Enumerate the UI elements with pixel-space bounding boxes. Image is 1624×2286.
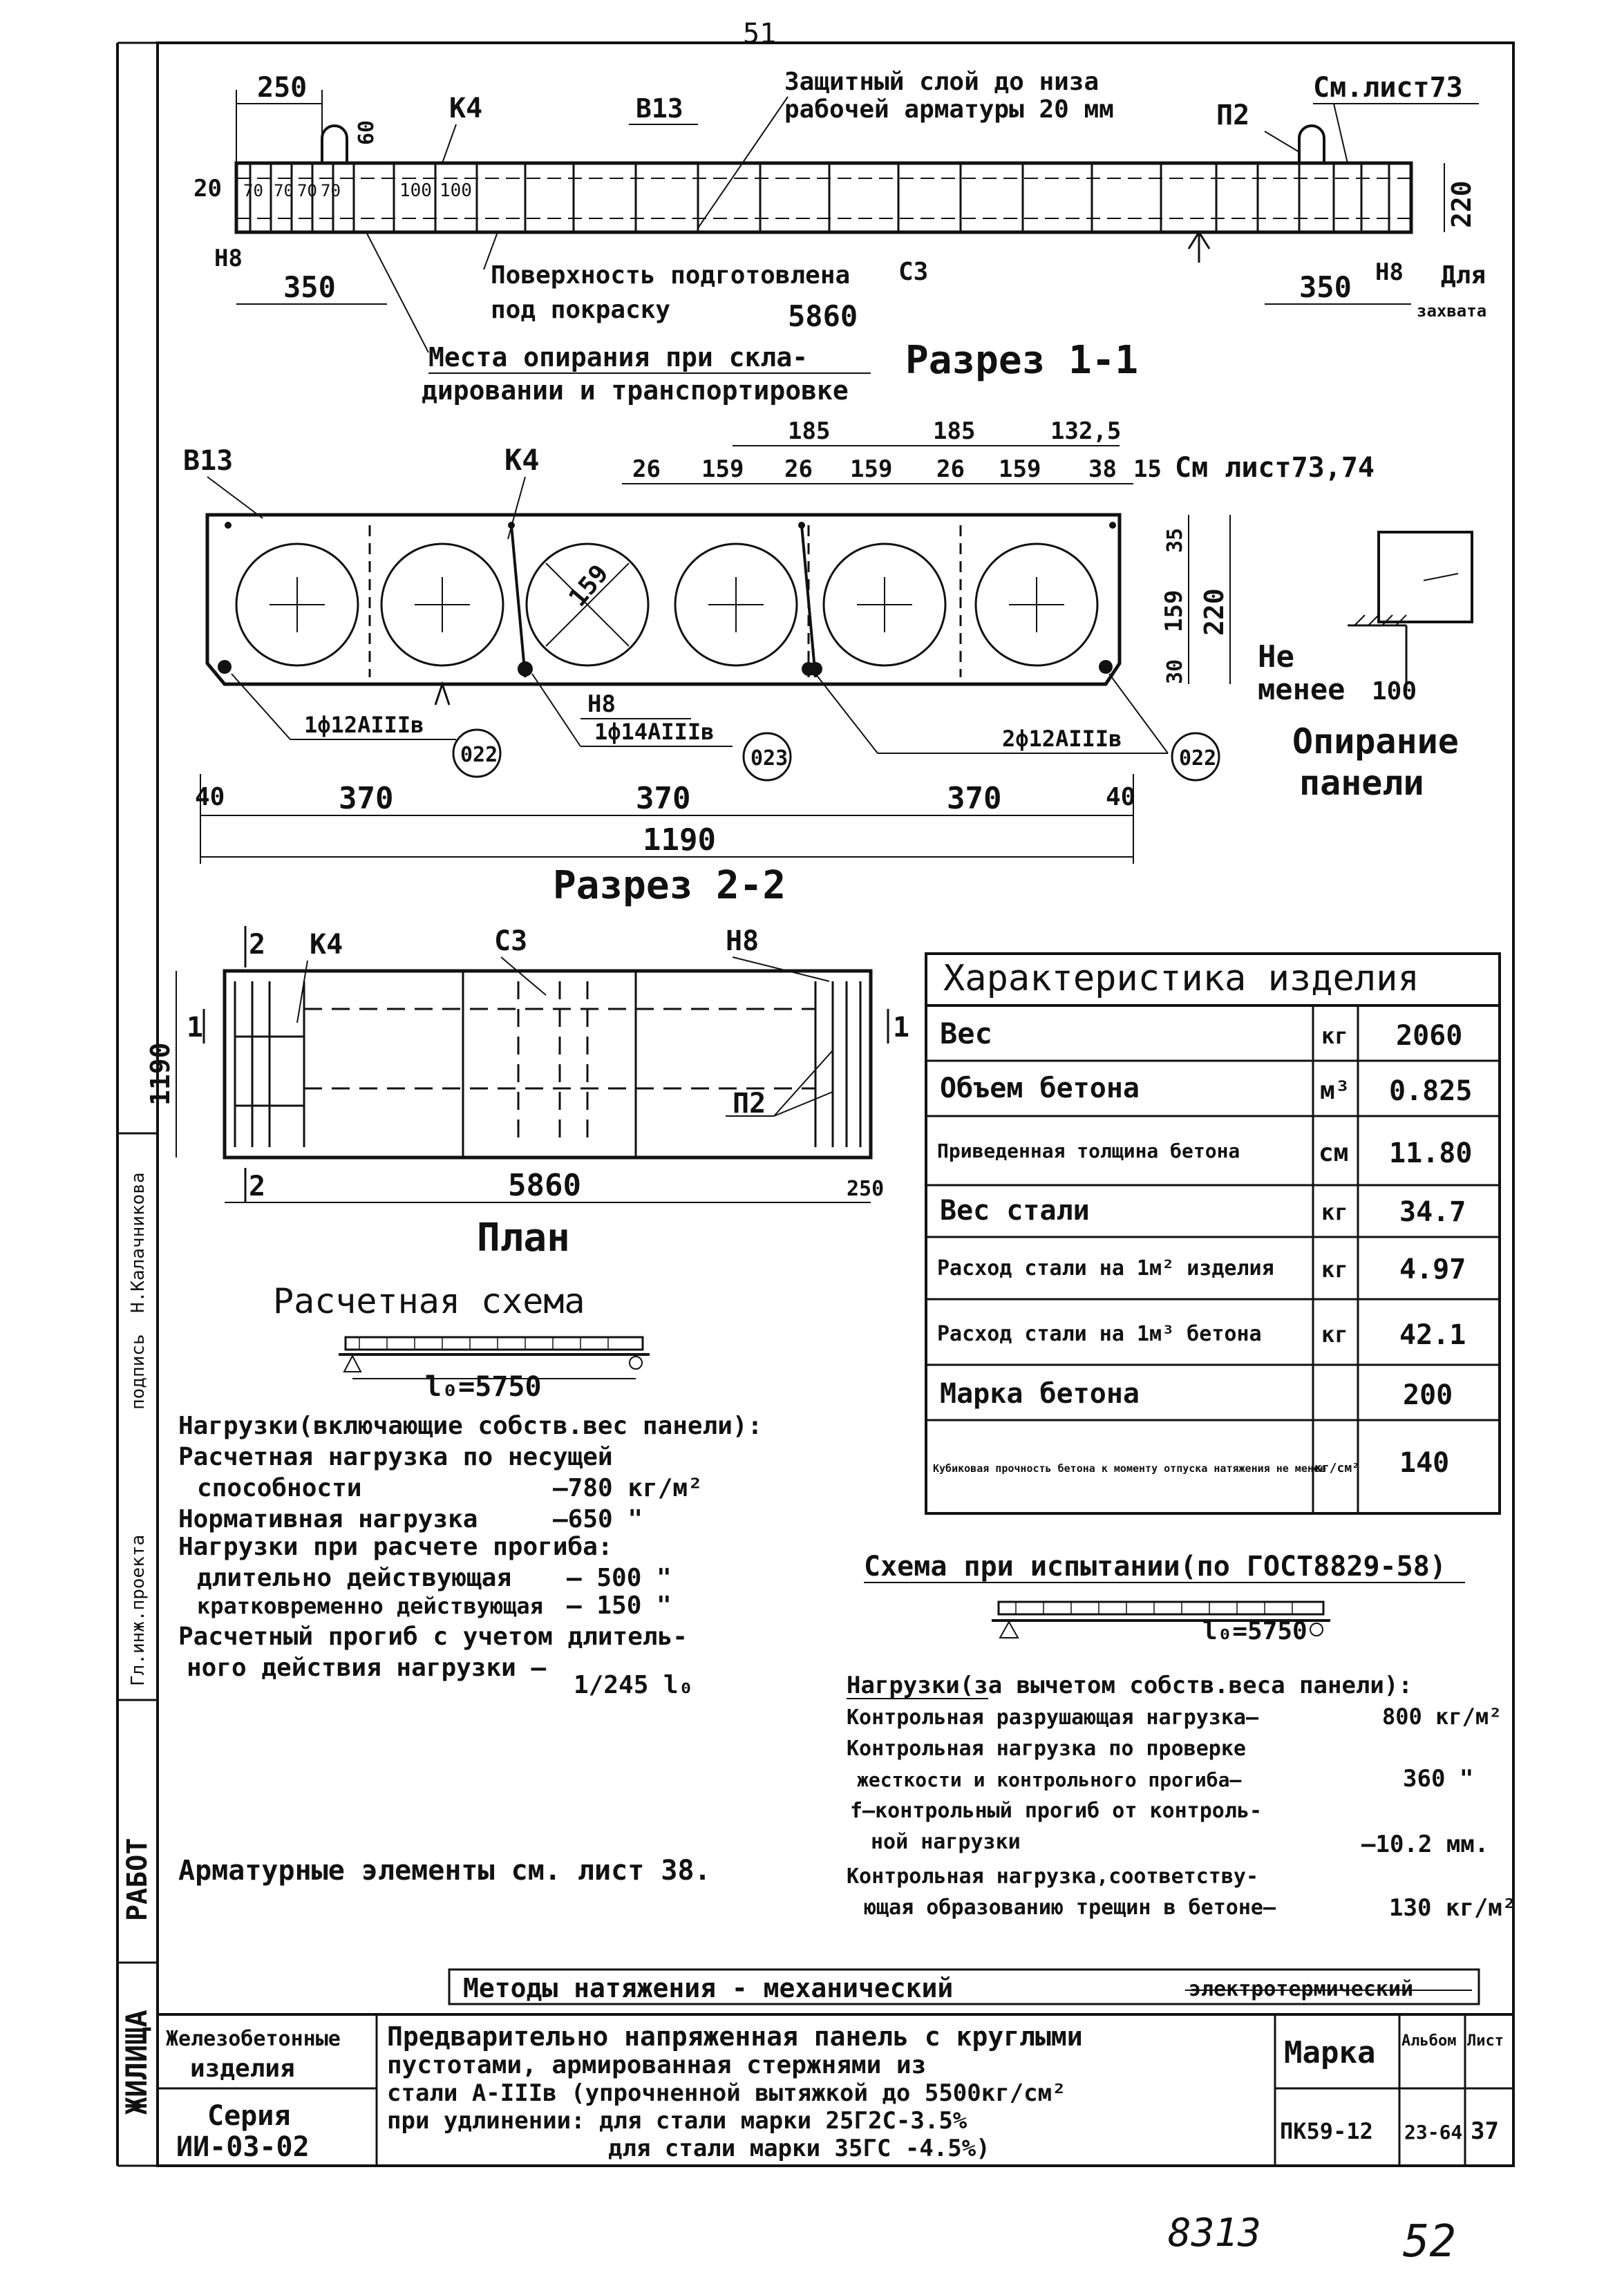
calc-line-7: Расчетный прогиб с учетом длитель-: [178, 1623, 688, 1651]
methods-alt: электротермический: [1189, 1977, 1414, 2001]
bottom-number-right: 52: [1403, 2216, 1457, 2267]
calc-line-8-fraction: 1/245 l₀: [574, 1671, 694, 1699]
row-steel-per-m3-value: 42.1: [1399, 1319, 1466, 1351]
calc-line-6: кратковременно действующая: [197, 1593, 543, 1619]
test-line-4: f—контрольный прогиб от контроль-: [850, 1799, 1263, 1823]
side-label-housing: ЖИЛИЩА: [120, 2010, 153, 2115]
dim-70-2: 70: [274, 181, 294, 200]
row-weight-name: Вес: [940, 1017, 992, 1050]
plan-view: [145, 925, 909, 1260]
calc-line-3-value: —650 ": [553, 1505, 643, 1533]
support-title-2: панели: [1299, 763, 1424, 803]
side-label-signature: подпись: [128, 1334, 149, 1410]
plan-label-c3: С3: [494, 925, 528, 957]
note-support-2: дировании и транспортировке: [422, 375, 849, 406]
plan-outline: [225, 971, 871, 1158]
test-span: l₀=5750: [1202, 1617, 1307, 1645]
row-reduced-thickness-unit: см: [1319, 1139, 1349, 1167]
calc-scheme-title: Расчетная схема: [273, 1281, 585, 1321]
dim-26-3: 26: [936, 455, 965, 483]
rebar-elements-ref: Арматурные элементы см. лист 38.: [178, 1855, 711, 1887]
note-support-1: Места опирания при скла-: [428, 342, 809, 372]
section-2-2-title: Разрез 2-2: [553, 863, 786, 908]
album-label: Альбом: [1401, 2032, 1457, 2050]
row-concrete-volume-value: 0.825: [1389, 1075, 1473, 1107]
rebar-callout-2: 1ф14АIIIв: [594, 719, 715, 745]
dim-132-5: 132,5: [1050, 417, 1122, 445]
tag-023: 023: [750, 746, 789, 771]
row-steel-weight-name: Вес стали: [940, 1195, 1090, 1227]
side-label-works: РАБОТ: [122, 1838, 153, 1921]
ref-sheet-73: См.лист73: [1313, 72, 1463, 104]
dim-159-1: 159: [701, 455, 744, 483]
row-steel-per-m2-value: 4.97: [1399, 1254, 1466, 1285]
row-steel-per-m3-name: Расход стали на 1м³ бетона: [937, 1322, 1262, 1346]
row-reduced-thickness-name: Приведенная толщина бетона: [937, 1140, 1240, 1162]
test-line-5: ной нагрузки: [871, 1830, 1021, 1854]
plan-cut-1-right: 1: [893, 1012, 910, 1043]
ref-sheet-73-74: См лист73,74: [1175, 452, 1375, 484]
row-steel-per-m2-unit: кг: [1321, 1256, 1348, 1283]
dim-26-1: 26: [632, 455, 661, 483]
characteristics-table: [926, 954, 1500, 1513]
tag-022b: 022: [1179, 746, 1217, 771]
dim-70-4: 70: [321, 181, 341, 200]
dim-35-right: 35: [1163, 527, 1187, 553]
row-concrete-grade-name: Марка бетона: [940, 1378, 1140, 1410]
note-protective-layer-1: Защитный слой до низа: [784, 68, 1099, 96]
row-weight-unit: кг: [1321, 1023, 1348, 1049]
calc-line-4: Нагрузки при расчете прогиба:: [178, 1533, 613, 1561]
test-line-3: жесткости и контрольного прогиба—: [857, 1768, 1242, 1791]
dim-220-right: 220: [1199, 588, 1229, 636]
bottom-number-left: 8313: [1168, 2211, 1261, 2256]
dim-350-left: 350: [283, 270, 336, 304]
lifting-loop-left: [322, 126, 347, 163]
support-title-1: Опирание: [1292, 721, 1459, 762]
plan-label-p2: П2: [733, 1088, 766, 1120]
row-reduced-thickness-value: 11.80: [1389, 1137, 1473, 1169]
note-grip-2: захвата: [1417, 301, 1487, 321]
label-b13-s11: В13: [636, 93, 683, 124]
rebar-callout-1: 1ф12АIIIв: [304, 712, 424, 738]
dim-370-2: 370: [636, 781, 691, 816]
section-1-1: [193, 68, 1486, 406]
test-line-6: Контрольная нагрузка,соответству-: [847, 1864, 1259, 1889]
label-c3-s11: С3: [898, 258, 929, 286]
row-cube-strength-name: Кубиковая прочность бетона к моменту отпуска натяжения не менее: [933, 1462, 1326, 1475]
support-not-less-2: менее: [1258, 672, 1346, 706]
test-line-7-value: 130 кг/м²: [1389, 1894, 1517, 1922]
test-scheme: [847, 1551, 1516, 1922]
calc-span: l₀=5750: [425, 1371, 542, 1403]
calc-line-8: ного действия нагрузки —: [187, 1654, 547, 1682]
test-line-3-value: 360 ": [1403, 1765, 1474, 1793]
calc-line-6-value: — 150 ": [567, 1591, 672, 1620]
label-k4-s11: К4: [449, 93, 483, 124]
test-loads-title: Нагрузки(за вычетом собств.веса панели):: [847, 1672, 1413, 1699]
note-grip-1: Для: [1441, 261, 1486, 290]
void-diameter: 159: [563, 559, 614, 612]
side-label-author: Н.Калачникова: [128, 1172, 149, 1313]
desc-line-5: для стали марки 35ГС -4.5%): [608, 2135, 990, 2162]
row-weight-value: 2060: [1396, 1020, 1463, 1052]
mark-label: Марка: [1284, 2035, 1376, 2070]
calc-scheme: [178, 1281, 762, 1887]
dim-100-2: 100: [440, 180, 472, 201]
sheet-label: Лист: [1467, 2032, 1504, 2050]
note-surface-1: Поверхность подготовлена: [491, 261, 851, 290]
dim-5860-s11: 5860: [788, 299, 858, 333]
dim-159-right: 159: [1160, 589, 1188, 632]
dim-1190-s22: 1190: [643, 822, 716, 858]
album-value: 23-64: [1404, 2121, 1463, 2144]
plan-dim-250: 250: [847, 1177, 885, 1201]
test-line-5-value: —10.2 мм.: [1361, 1831, 1489, 1858]
dim-250-top: 250: [257, 72, 308, 104]
category-line-2: изделия: [190, 2054, 295, 2083]
row-steel-weight-unit: кг: [1321, 1199, 1348, 1225]
dim-370-3: 370: [947, 781, 1002, 816]
dim-350-right: 350: [1299, 270, 1352, 304]
tag-022a: 022: [460, 743, 498, 767]
calc-line-5: длительно действующая: [197, 1564, 512, 1592]
dim-70-1: 70: [243, 181, 263, 200]
series-value: ИИ-03-02: [176, 2131, 310, 2163]
calc-line-5-value: — 500 ": [567, 1564, 672, 1592]
row-concrete-grade-value: 200: [1403, 1379, 1453, 1411]
sheet-value: 37: [1471, 2117, 1499, 2145]
dim-30-right: 30: [1163, 659, 1187, 684]
calc-line-2: способности: [197, 1474, 362, 1502]
panel-section-outline: [207, 515, 1120, 684]
test-line-2: Контрольная нагрузка по проверке: [847, 1737, 1246, 1761]
series-label: Серия: [207, 2100, 291, 2132]
dim-185-2: 185: [933, 417, 976, 445]
lifting-loop-right: [1299, 126, 1324, 163]
plan-cut-2-bottom: 2: [249, 1171, 266, 1202]
test-line-1-value: 800 кг/м²: [1382, 1703, 1502, 1730]
row-concrete-volume-name: Объем бетона: [940, 1073, 1140, 1104]
label-n8-left-s11: Н8: [214, 245, 243, 272]
section-1-1-title: Разрез 1-1: [905, 338, 1139, 383]
row-steel-per-m3-unit: кг: [1321, 1321, 1348, 1348]
table-title: Характеристика изделия: [943, 958, 1419, 999]
calc-loads-title: Нагрузки(включающие собств.вес панели):: [178, 1412, 763, 1440]
methods-label: Методы натяжения - механический: [463, 1973, 954, 2003]
desc-line-1: Предварительно напряженная панель с круглыми: [387, 2021, 1083, 2052]
label-n8-right-s11: Н8: [1375, 258, 1404, 286]
test-scheme-title: Схема при испытании(по ГОСТ8829-58): [864, 1551, 1446, 1583]
plan-dim-5860: 5860: [508, 1168, 581, 1203]
label-b13-s22: В13: [183, 445, 234, 477]
dim-70-3: 70: [297, 181, 317, 200]
plan-cut-1-left: 1: [187, 1012, 204, 1043]
plan-label-k4: К4: [310, 929, 343, 961]
dim-15: 15: [1133, 455, 1162, 483]
row-cube-strength-value: 140: [1399, 1447, 1450, 1479]
row-concrete-volume-unit: м³: [1320, 1077, 1350, 1105]
section-2-2: [183, 417, 1375, 908]
row-cube-strength-unit: кг/см²: [1314, 1461, 1360, 1475]
note-protective-layer-2: рабочей арматуры 20 мм: [784, 95, 1114, 124]
calc-line-1: Расчетная нагрузка по несущей: [178, 1443, 613, 1471]
dim-60: 60: [355, 120, 379, 145]
dim-159-3: 159: [999, 455, 1041, 483]
dim-38: 38: [1088, 455, 1117, 483]
dim-370-1: 370: [339, 781, 394, 816]
tension-methods: [449, 1969, 1479, 2004]
desc-line-2: пустотами, армированная стержнями из: [387, 2051, 927, 2079]
dim-220-side: 220: [1446, 180, 1477, 228]
title-block: [158, 2014, 1513, 2166]
note-surface-2: под покраску: [491, 296, 671, 324]
mark-value: ПК59-12: [1280, 2118, 1373, 2144]
test-line-7: ющая образованию трещин в бетоне—: [864, 1896, 1276, 1920]
plan-label-n8: Н8: [726, 925, 759, 957]
top-page-number: 51: [743, 18, 777, 50]
calc-line-2-value: —780 кг/м²: [553, 1474, 703, 1502]
support-not-less-1: Не: [1258, 639, 1294, 674]
plan-dim-1190: 1190: [145, 1042, 176, 1106]
category-line-1: Железобетонные: [166, 2027, 341, 2051]
plan-cut-2-top: 2: [249, 929, 266, 961]
test-line-1: Контрольная разрушающая нагрузка—: [847, 1706, 1259, 1730]
side-label-chief-engineer: Гл.инж.проекта: [128, 1534, 149, 1686]
support-detail: [1258, 532, 1472, 803]
calc-line-3: Нормативная нагрузка: [178, 1505, 478, 1533]
support-value: 100: [1372, 677, 1417, 706]
plan-title: План: [477, 1216, 570, 1260]
dim-20: 20: [193, 175, 222, 202]
desc-line-3: стали А-IIIв (упрочненной вытяжкой до 5500кг/см²: [387, 2079, 1066, 2107]
dim-100-1: 100: [399, 180, 432, 201]
label-k4-s22: К4: [504, 443, 540, 477]
rebar-callout-3: 2ф12АIIIв: [1002, 726, 1122, 752]
row-steel-per-m2-name: Расход стали на 1м² изделия: [937, 1256, 1274, 1281]
dim-40-right: 40: [1106, 783, 1136, 811]
row-steel-weight-value: 34.7: [1399, 1196, 1466, 1228]
dim-40-left: 40: [195, 783, 225, 811]
dim-159-2: 159: [850, 455, 893, 483]
desc-line-4: при удлинении: для стали марки 25Г2С-3.5%: [387, 2107, 967, 2135]
dim-26-2: 26: [784, 455, 813, 483]
dim-185-1: 185: [788, 417, 831, 445]
label-n8-s22: Н8: [587, 690, 616, 718]
label-p2-s11: П2: [1216, 100, 1250, 131]
